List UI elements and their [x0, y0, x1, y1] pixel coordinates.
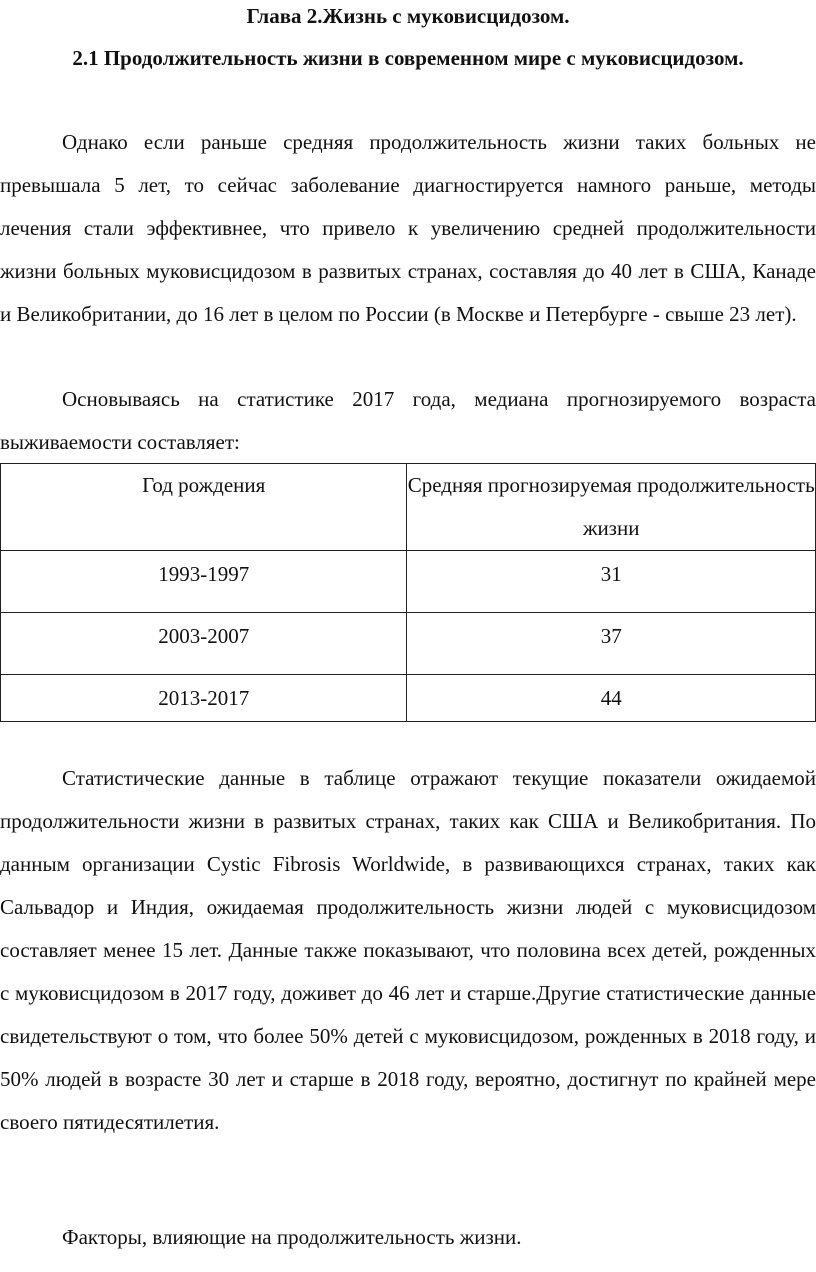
cell-years: 1993-1997 [1, 551, 407, 613]
cell-value: 31 [407, 551, 816, 613]
cell-value: 37 [407, 613, 816, 675]
paragraph-intro: Однако если раньше средняя продолжительность жизни таких больных не превышала 5 лет, то сейчас заболевание диагностируется намного раньше, методы лечения стали эффективнее, что привело к увеличению средней продолжительности жизни больных муковисцидозом в развитых странах, составляя до 40 лет в США, Канаде и Великобритании, до 16 лет в целом по России (в Москве и Петербурге - свыше 23 лет). [0, 130, 816, 326]
paragraph-statistics: Статистические данные в таблице отражают текущие показатели ожидаемой продолжительности жизни в развитых странах, таких как США и Великобритания. По данным организации Cystic Fibrosis Worldwide, в развивающихся странах, таких как Сальвадор и Индия, ожидаемая продолжительность жизни людей с муковисцидозом составляет менее 15 лет. Данные также показывают, что половина всех детей, рожденных с муковисцидозом в 2017 году, доживет до 46 лет и старше.Другие статистические данные свидетельствуют о том, что более 50% детей с муковисцидозом, рожденных в 2018 году, и 50% людей в возрасте 30 лет и старше в 2018 году, вероятно, достигнут по крайней мере своего пятидесятилетия. [0, 766, 816, 1134]
chapter-title: Глава 2.Жизнь с муковисцидозом. [246, 4, 570, 28]
life-expectancy-table [0, 463, 816, 722]
header-life-expectancy: Средняя прогнозируемая продолжительность жизни [407, 464, 816, 551]
paragraph-factors: Факторы, влияющие на продолжительность жизни. [62, 1225, 522, 1249]
table-row [1, 675, 816, 722]
table-header-row [1, 464, 816, 551]
table-row [1, 551, 816, 613]
header-birth-year: Год рождения [1, 464, 407, 551]
cell-value: 44 [407, 675, 816, 722]
table-row [1, 613, 816, 675]
cell-years: 2013-2017 [1, 675, 407, 722]
section-title: 2.1 Продолжительность жизни в современном мире с муковисцидозом. [72, 46, 744, 70]
cell-years: 2003-2007 [1, 613, 407, 675]
paragraph-table-intro: Основываясь на статистике 2017 года, медиана прогнозируемого возраста выживаемости составляет: [0, 387, 816, 454]
